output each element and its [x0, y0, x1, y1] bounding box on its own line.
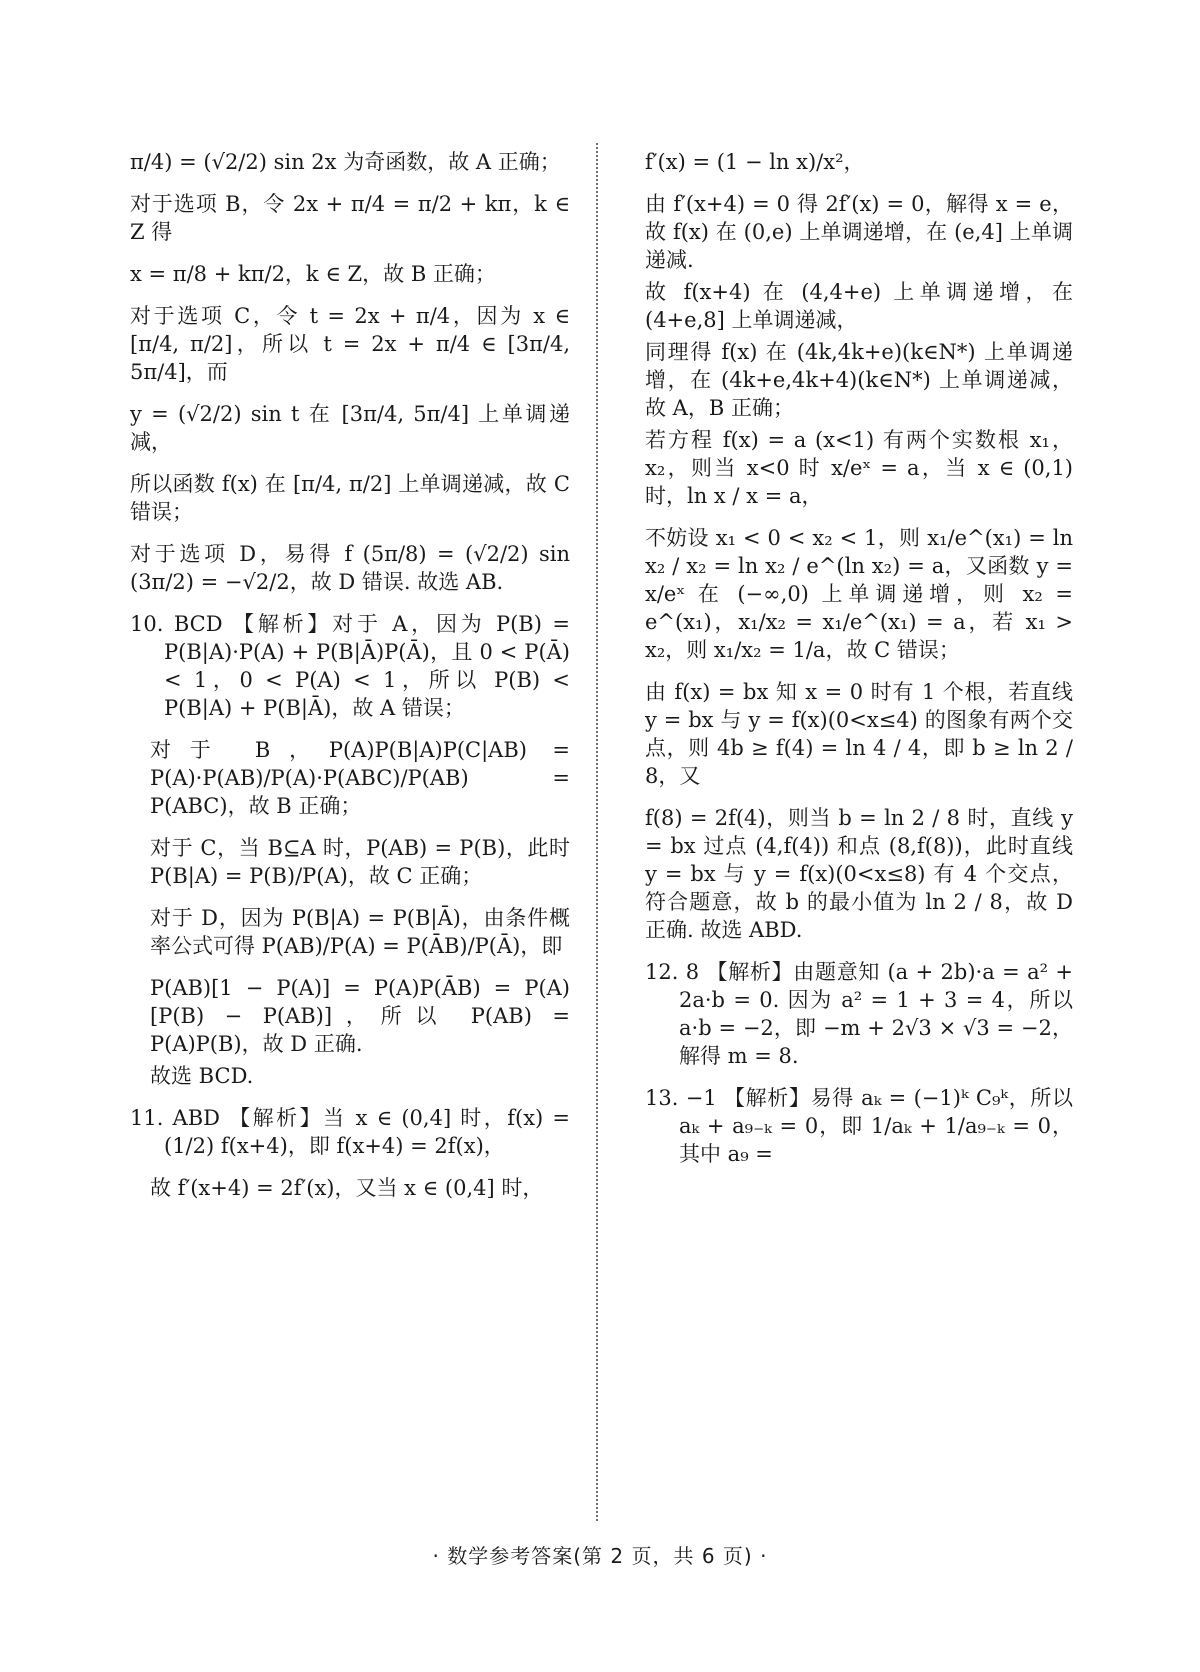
right-paragraph: 由 f(x) = bx 知 x = 0 时有 1 个根，若直线 y = bx 与 y = f(x)(0<x≤4) 的图象有两个交点，则 4b ≥ f(4) = ln 4 / 4，即 b ≥ ln 2 / 8，又 [645, 680, 1073, 788]
left-paragraph: 对于 D，因为 P(B|A) = P(B|Ā)，由条件概率公式可得 P(AB)/P(A) = P(ĀB)/P(Ā)，即 [150, 906, 570, 958]
left-paragraph: 故 f′(x+4) = 2f′(x)，又当 x ∈ (0,4] 时， [150, 1176, 544, 1200]
right-paragraph: 13. −1 【解析】易得 aₖ = (−1)ᵏ C₉ᵏ，所以 aₖ + a₉₋ₖ = 0，即 1/aₖ + 1/a₉₋ₖ = 0，其中 a₉ = [645, 1086, 1073, 1166]
right-paragraph: 同理得 f(x) 在 (4k,4k+e)(k∈N*) 上单调递增，在 (4k+e,4k+4)(k∈N*) 上单调递减，故 A，B 正确； [645, 340, 1073, 420]
column-divider [596, 143, 598, 1521]
left-paragraph: 对于 C，当 B⊆A 时，P(AB) = P(B)，此时 P(B|A) = P(B)/P(A)，故 C 正确； [150, 836, 570, 888]
left-paragraph: P(AB)[1 − P(A)] = P(A)P(ĀB) = P(A)[P(B) − P(AB)]，所以 P(AB) = P(A)P(B)，故 D 正确. [150, 976, 570, 1056]
page-footer: · 数学参考答案(第 2 页，共 6 页) · [432, 1544, 768, 1568]
right-paragraph: 不妨设 x₁ < 0 < x₂ < 1，则 x₁/e^(x₁) = ln x₂ / x₂ = ln x₂ / e^(ln x₂) = a，又函数 y = x/eˣ 在 (−∞,0) 上单调递增，则 x₂ = e^(x₁)，x₁/x₂ = x₁/e^(x₁) = a，若 x₁ > x₂，则 x₁/x₂ = 1/a，故 C 错误； [645, 526, 1073, 662]
right-paragraph: 若方程 f(x) = a (x<1) 有两个实数根 x₁，x₂，则当 x<0 时 x/eˣ = a，当 x ∈ (0,1) 时，ln x / x = a， [645, 428, 1073, 508]
left-paragraph: 对于选项 C，令 t = 2x + π/4，因为 x ∈ [π/4, π/2]，所以 t = 2x + π/4 ∈ [3π/4, 5π/4]，而 [130, 304, 570, 384]
left-paragraph: 10. BCD 【解析】对于 A，因为 P(B) = P(B|A)·P(A) + P(B|Ā)P(Ā)，且 0 < P(Ā) < 1，0 < P(A) < 1，所以 P(B) < P(B|A) + P(B|Ā)，故 A 错误； [130, 612, 570, 720]
left-paragraph: y = (√2/2) sin t 在 [3π/4, 5π/4] 上单调递减， [130, 402, 570, 454]
left-paragraph: 对于选项 B，令 2x + π/4 = π/2 + kπ，k ∈ Z 得 [130, 192, 570, 244]
left-paragraph: x = π/8 + kπ/2，k ∈ Z，故 B 正确； [130, 262, 496, 286]
right-column [645, 148, 1073, 1182]
left-paragraph: 对于 B，P(A)P(B|A)P(C|AB) = P(A)·P(AB)/P(A)·P(ABC)/P(AB) = P(ABC)，故 B 正确； [150, 738, 570, 818]
right-paragraph: f′(x) = (1 − ln x)/x²， [645, 150, 865, 174]
right-paragraph: 由 f′(x+4) = 0 得 2f′(x) = 0，解得 x = e，故 f(x) 在 (0,e) 上单调递增，在 (e,4] 上单调递减. [645, 192, 1073, 272]
right-paragraph: 12. 8 【解析】由题意知 (a + 2b)·a = a² + 2a·b = 0. 因为 a² = 1 + 3 = 4，所以 a·b = −2，即 −m + 2√3 × √3 = −2，解得 m = 8. [645, 960, 1073, 1068]
left-paragraph: 11. ABD 【解析】当 x ∈ (0,4] 时，f(x) = (1/2) f(x+4)，即 f(x+4) = 2f(x)， [130, 1106, 570, 1158]
left-paragraph: 故选 BCD. [150, 1064, 254, 1088]
right-paragraph: 故 f(x+4) 在 (4,4+e) 上单调递增，在 (4+e,8] 上单调递减， [645, 280, 1073, 332]
left-paragraph: π/4) = (√2/2) sin 2x 为奇函数，故 A 正确； [130, 150, 561, 174]
left-paragraph: 对于选项 D，易得 f (5π/8) = (√2/2) sin (3π/2) = −√2/2，故 D 错误. 故选 AB. [130, 542, 570, 594]
left-paragraph: 所以函数 f(x) 在 [π/4, π/2] 上单调递减，故 C 错误； [130, 472, 570, 524]
right-paragraph: f(8) = 2f(4)，则当 b = ln 2 / 8 时，直线 y = bx 过点 (4,f(4)) 和点 (8,f(8))，此时直线 y = bx 与 y = f(x)(0<x≤8) 有 4 个交点，符合题意，故 b 的最小值为 ln 2 / 8，故 D 正确. 故选 ABD. [645, 806, 1073, 942]
left-column [130, 148, 570, 1216]
